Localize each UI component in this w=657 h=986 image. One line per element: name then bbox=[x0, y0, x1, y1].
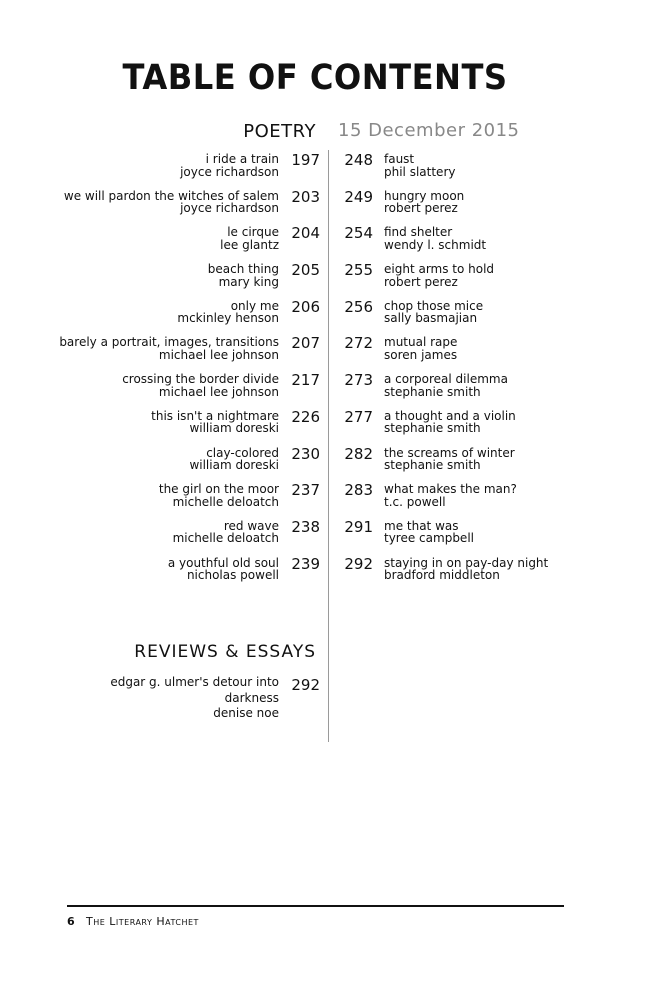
entry-title: faust bbox=[384, 152, 415, 166]
toc-entry[interactable] bbox=[340, 407, 600, 447]
entry-page-number: 204 bbox=[291, 224, 320, 243]
entry-page-number: 248 bbox=[344, 151, 373, 169]
entry-title: find shelter bbox=[384, 225, 453, 240]
entry-author: t.c. powell bbox=[384, 494, 446, 509]
toc-entry[interactable] bbox=[60, 675, 320, 735]
entry-title-line1: edgar g. ulmer's detour into bbox=[110, 675, 279, 689]
toc-entry[interactable] bbox=[340, 336, 600, 373]
footer-publication-title: The Literary Hatchet bbox=[86, 915, 199, 928]
entry-author: mckinley henson bbox=[177, 311, 279, 326]
entry-title: clay-colored bbox=[206, 445, 279, 460]
entry-author: joyce richardson bbox=[180, 164, 279, 179]
toc-entry[interactable] bbox=[340, 373, 600, 410]
entry-author: michael lee johnson bbox=[158, 347, 279, 362]
entry-author: michelle deloatch bbox=[172, 531, 279, 546]
entry-title: red wave bbox=[223, 518, 279, 533]
footer-page-number: 6 bbox=[67, 915, 75, 928]
entry-title: the girl on the moor bbox=[158, 482, 279, 497]
entry-page-number: 292 bbox=[344, 554, 373, 573]
entry-author: denise noe bbox=[213, 706, 279, 720]
toc-entry[interactable] bbox=[340, 263, 600, 300]
entry-author: michelle deloatch bbox=[172, 494, 279, 509]
issue-date: 15 December 2015 bbox=[338, 120, 520, 141]
entry-page-number: 206 bbox=[291, 297, 320, 316]
entry-page-number: 277 bbox=[344, 407, 373, 426]
entry-page-number: 197 bbox=[291, 151, 320, 169]
entry-title-line2: darkness bbox=[224, 690, 279, 705]
toc-entry[interactable] bbox=[340, 444, 600, 484]
entry-page-number: 292 bbox=[291, 676, 320, 694]
toc-entry[interactable] bbox=[340, 517, 600, 557]
entry-page-number: 273 bbox=[344, 371, 373, 390]
entry-page-number: 255 bbox=[344, 261, 373, 280]
toc-entry[interactable] bbox=[60, 263, 320, 300]
entry-title: eight arms to hold bbox=[384, 262, 495, 277]
toc-entry[interactable] bbox=[340, 153, 600, 190]
entry-title: a corporeal dilemma bbox=[384, 372, 508, 387]
entry-author: robert perez bbox=[384, 274, 458, 289]
entry-title: crossing the border divide bbox=[122, 372, 279, 387]
toc-entry[interactable] bbox=[60, 373, 320, 410]
toc-entry[interactable] bbox=[60, 407, 320, 447]
entry-page-number: 205 bbox=[291, 261, 320, 280]
entry-page-number: 256 bbox=[344, 297, 373, 316]
reviews-list bbox=[60, 675, 320, 735]
entry-author: lee glantz bbox=[220, 237, 279, 252]
entry-author: robert perez bbox=[384, 201, 458, 216]
toc-entry[interactable] bbox=[60, 297, 320, 337]
entry-author: wendy l. schmidt bbox=[384, 237, 487, 252]
entry-title: a youthful old soul bbox=[167, 555, 279, 570]
entry-page-number: 249 bbox=[344, 187, 373, 206]
toc-entry[interactable] bbox=[340, 226, 600, 263]
entry-title: i ride a train bbox=[205, 152, 279, 166]
entry-page-number: 217 bbox=[291, 371, 320, 390]
entry-page-number: 283 bbox=[344, 481, 373, 500]
entry-title: this isn't a nightmare bbox=[151, 408, 279, 423]
toc-entry[interactable] bbox=[340, 187, 600, 227]
entry-title: barely a portrait, images, transitions bbox=[59, 335, 279, 350]
entry-author: sally basmajian bbox=[384, 311, 478, 326]
entry-author: mary king bbox=[218, 274, 279, 289]
entry-author: william doreski bbox=[189, 421, 279, 436]
entry-page-number: 237 bbox=[291, 481, 320, 500]
toc-entry[interactable] bbox=[60, 483, 320, 520]
toc-entry[interactable] bbox=[60, 336, 320, 373]
entry-title: mutual rape bbox=[384, 335, 458, 350]
entry-page-number: 291 bbox=[344, 517, 373, 536]
toc-entry[interactable] bbox=[60, 444, 320, 484]
entry-page-number: 230 bbox=[291, 444, 320, 463]
entry-author: tyree campbell bbox=[384, 531, 474, 546]
entry-author: phil slattery bbox=[384, 164, 456, 179]
entry-page-number: 226 bbox=[291, 407, 320, 426]
entry-author: stephanie smith bbox=[384, 384, 481, 399]
entry-author: stephanie smith bbox=[384, 421, 481, 436]
toc-entry[interactable] bbox=[60, 554, 320, 594]
toc-entry[interactable] bbox=[340, 297, 600, 337]
toc-entry[interactable] bbox=[60, 187, 320, 227]
column-divider bbox=[328, 150, 329, 742]
entry-author: michael lee johnson bbox=[158, 384, 279, 399]
toc-entry[interactable] bbox=[340, 483, 600, 520]
entry-title: chop those mice bbox=[384, 298, 484, 313]
entry-title: a thought and a violin bbox=[384, 408, 516, 423]
entry-author: joyce richardson bbox=[180, 201, 279, 216]
entry-page-number: 239 bbox=[291, 554, 320, 573]
entry-title: me that was bbox=[384, 518, 459, 533]
toc-entry[interactable] bbox=[60, 517, 320, 557]
entry-title: le cirque bbox=[227, 225, 279, 240]
entry-author: stephanie smith bbox=[384, 458, 481, 472]
poetry-section-heading: POETRY bbox=[243, 121, 316, 142]
poetry-left-column bbox=[60, 153, 320, 593]
footer-rule bbox=[67, 905, 564, 907]
entry-title: only me bbox=[230, 298, 279, 313]
entry-title: hungry moon bbox=[384, 188, 465, 203]
entry-page-number: 238 bbox=[291, 517, 320, 536]
reviews-section-heading: REVIEWS & ESSAYS bbox=[134, 642, 316, 662]
entry-page-number: 282 bbox=[344, 444, 373, 463]
entry-page-number: 207 bbox=[291, 334, 320, 353]
entry-title: what makes the man? bbox=[384, 482, 517, 497]
entry-author: nicholas powell bbox=[186, 568, 279, 583]
entry-author: william doreski bbox=[189, 458, 279, 472]
entry-author: soren james bbox=[384, 347, 458, 362]
entry-page-number: 254 bbox=[344, 224, 373, 243]
toc-entry[interactable] bbox=[60, 226, 320, 263]
toc-entry[interactable] bbox=[340, 554, 600, 594]
entry-title: beach thing bbox=[207, 262, 279, 277]
page-title: TABLE OF CONTENTS bbox=[122, 58, 508, 98]
entry-title: we will pardon the witches of salem bbox=[63, 188, 279, 203]
poetry-right-column bbox=[340, 153, 600, 593]
entry-page-number: 272 bbox=[344, 334, 373, 353]
entry-title: staying in on pay-day night bbox=[384, 555, 549, 570]
entry-author: bradford middleton bbox=[384, 568, 500, 583]
toc-entry[interactable] bbox=[60, 153, 320, 190]
entry-title: the screams of winter bbox=[384, 445, 515, 460]
entry-page-number: 203 bbox=[291, 187, 320, 206]
